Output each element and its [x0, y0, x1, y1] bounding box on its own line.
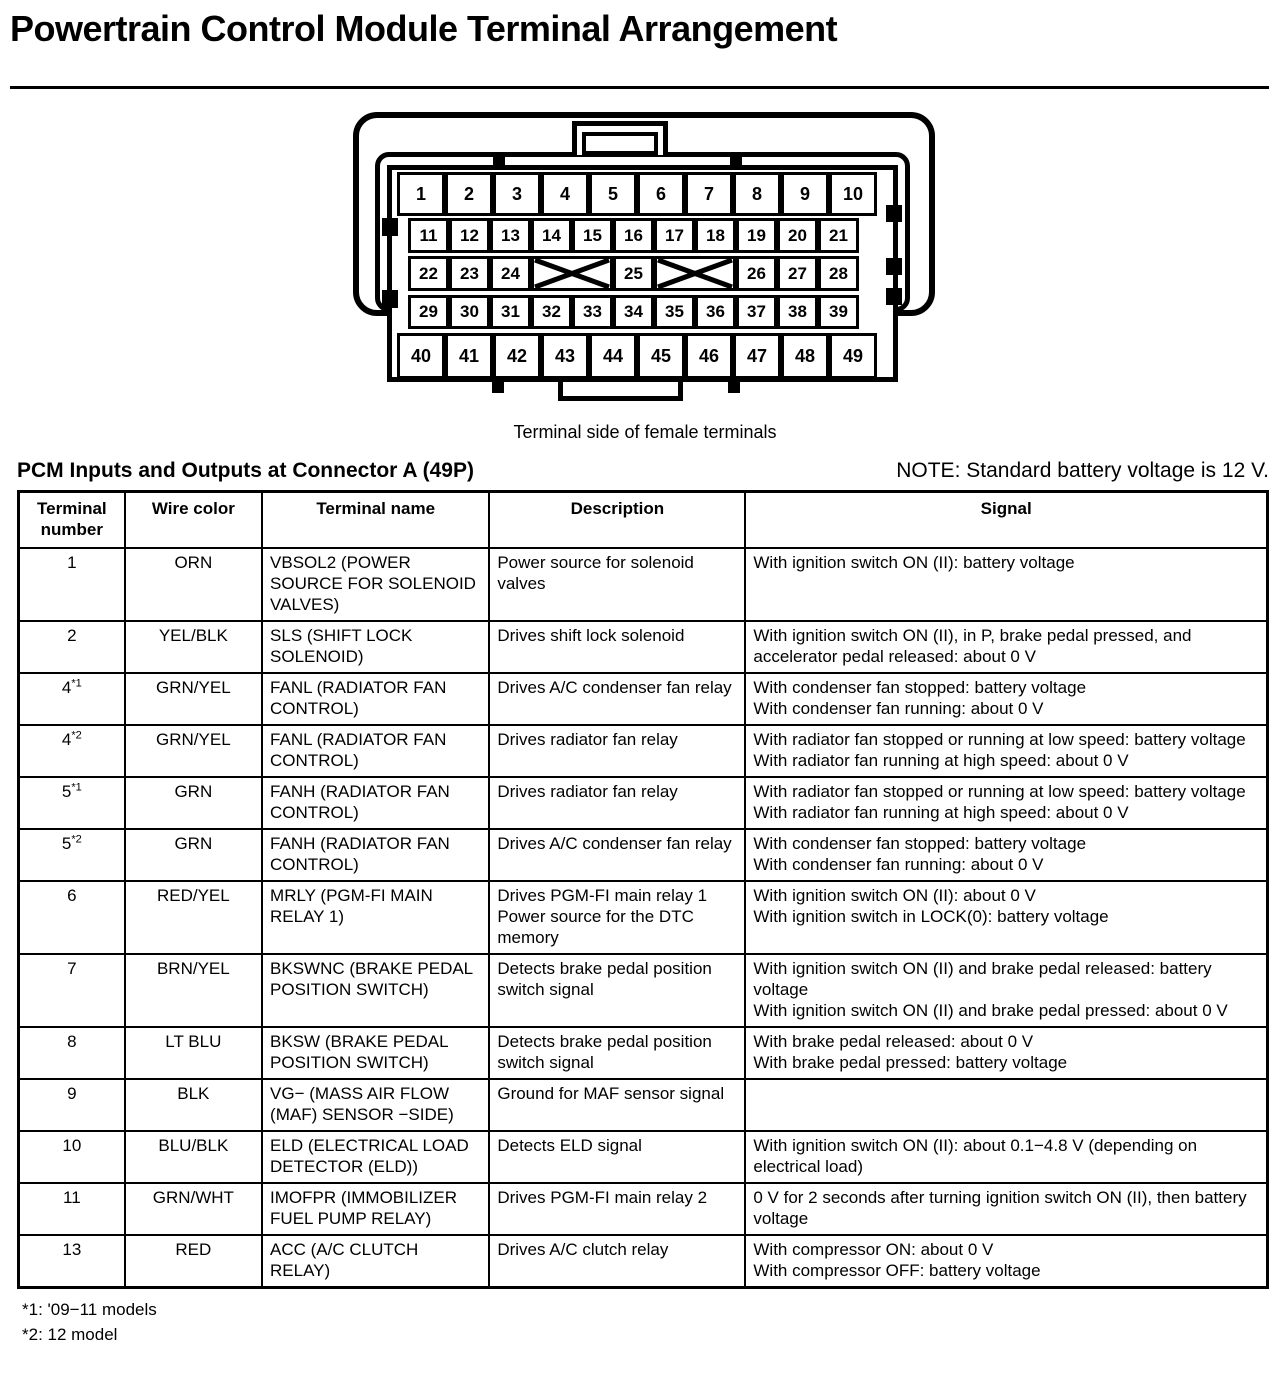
table-row-terminal-8 — [19, 1027, 1268, 1079]
connector-left-tab — [382, 218, 398, 236]
terminal-name-cell: ACC (A/C CLUTCH RELAY) — [262, 1235, 489, 1288]
terminal-cavity-4: 4 — [541, 172, 589, 216]
table-row-terminal-11 — [19, 1183, 1268, 1235]
signal-line: With condenser fan stopped: battery voltage — [753, 834, 1087, 853]
signal-line: With ignition switch ON (II): battery voltage — [753, 553, 1075, 572]
terminal-cavity-43: 43 — [541, 333, 589, 379]
description-line: Power source for the DTC memory — [497, 907, 694, 947]
signal-line: With compressor ON: about 0 V — [753, 1240, 994, 1259]
connector-row-3 — [408, 256, 859, 291]
terminal-name-cell: FANL (RADIATOR FAN CONTROL) — [262, 673, 489, 725]
terminal-cavity-15: 15 — [572, 218, 613, 253]
terminal-cavity-27: 27 — [777, 256, 818, 291]
terminal-name-cell: SLS (SHIFT LOCK SOLENOID) — [262, 621, 489, 673]
signal-cell — [745, 777, 1267, 829]
terminal-cavity-30: 30 — [449, 295, 490, 329]
col-header-description: Description — [489, 492, 745, 549]
terminal-number: 4 — [61, 730, 72, 749]
description-line: Drives A/C condenser fan relay — [497, 834, 732, 853]
signal-cell — [745, 548, 1267, 621]
table-row-terminal-6 — [19, 881, 1268, 954]
pcm-io-table — [17, 490, 1269, 1289]
terminal-number-cell — [19, 1235, 125, 1288]
terminal-name-cell: VBSOL2 (POWER SOURCE FOR SOLENOID VALVES) — [262, 548, 489, 621]
signal-line: With ignition switch ON (II) and brake pedal pressed: about 0 V — [753, 1001, 1228, 1020]
col-header-wire-color: Wire color — [125, 492, 262, 549]
table-row-terminal-4-1 — [19, 673, 1268, 725]
terminal-cavity-31: 31 — [490, 295, 531, 329]
footnote-2: *2: 12 model — [22, 1324, 118, 1344]
description-cell — [489, 777, 745, 829]
terminal-number-cell — [19, 1131, 125, 1183]
cross-out-icon — [534, 259, 610, 288]
terminal-cavity-8: 8 — [733, 172, 781, 216]
terminal-number-cell — [19, 1079, 125, 1131]
terminal-cavity-22: 22 — [408, 256, 449, 291]
terminal-number-cell — [19, 777, 125, 829]
footnotes — [22, 1298, 1269, 1347]
connector-top-lock-tab-inner — [582, 132, 658, 155]
description-line: Drives radiator fan relay — [497, 730, 678, 749]
terminal-cavity-13: 13 — [490, 218, 531, 253]
terminal-cavity-42: 42 — [493, 333, 541, 379]
wire-color-cell: RED — [125, 1235, 262, 1288]
signal-line: With radiator fan running at high speed: about 0 V — [753, 803, 1129, 822]
terminal-number-cell — [19, 548, 125, 621]
terminal-cavity-29: 29 — [408, 295, 449, 329]
terminal-number-cell — [19, 725, 125, 777]
description-line: Drives A/C condenser fan relay — [497, 678, 732, 697]
terminal-number: 5 — [61, 782, 72, 801]
wire-color-cell: LT BLU — [125, 1027, 262, 1079]
signal-cell — [745, 673, 1267, 725]
footnote-1: *1: '09−11 models — [22, 1300, 157, 1319]
table-row-terminal-5-2 — [19, 829, 1268, 881]
terminal-number: 7 — [67, 959, 77, 978]
description-line: Drives PGM-FI main relay 2 — [497, 1188, 708, 1207]
wire-color-cell: RED/YEL — [125, 881, 262, 954]
terminal-cavity-24: 24 — [490, 256, 531, 291]
wire-color-cell: BLU/BLK — [125, 1131, 262, 1183]
terminal-cavity-7: 7 — [685, 172, 733, 216]
terminal-cavity-34: 34 — [613, 295, 654, 329]
connector-top-notch — [493, 156, 505, 168]
terminal-name-cell: BKSWNC (BRAKE PEDAL POSITION SWITCH) — [262, 954, 489, 1027]
terminal-number-cell — [19, 1183, 125, 1235]
connector-diagram — [350, 110, 940, 410]
terminal-number: 5 — [61, 834, 72, 853]
signal-cell — [745, 725, 1267, 777]
title-divider — [10, 86, 1269, 89]
terminal-cavity-18: 18 — [695, 218, 736, 253]
connector-row-2 — [408, 218, 859, 253]
signal-line: With condenser fan stopped: battery voltage — [753, 678, 1087, 697]
terminal-cavity-16: 16 — [613, 218, 654, 253]
connector-row-1 — [397, 172, 877, 216]
description-cell — [489, 829, 745, 881]
terminal-cavity-6: 6 — [637, 172, 685, 216]
description-cell — [489, 1183, 745, 1235]
signal-line: With ignition switch ON (II), in P, brake pedal pressed, and accelerator pedal released: about 0 V — [753, 626, 1192, 666]
signal-cell — [745, 1183, 1267, 1235]
terminal-name-cell: BKSW (BRAKE PEDAL POSITION SWITCH) — [262, 1027, 489, 1079]
description-cell — [489, 1235, 745, 1288]
terminal-number: 9 — [67, 1084, 77, 1103]
terminal-cavity-48: 48 — [781, 333, 829, 379]
terminal-number: 11 — [63, 1188, 81, 1207]
description-cell — [489, 673, 745, 725]
description-cell — [489, 954, 745, 1027]
signal-line: With ignition switch ON (II) and brake pedal released: battery voltage — [753, 959, 1212, 999]
description-cell — [489, 725, 745, 777]
connector-right-tab — [886, 205, 902, 222]
terminal-cavity-12: 12 — [449, 218, 490, 253]
terminal-cavity-38: 38 — [777, 295, 818, 329]
connector-left-tab — [382, 290, 398, 308]
terminal-number: 1 — [67, 553, 77, 572]
connector-bottom-notch — [492, 380, 504, 393]
terminal-number-cell — [19, 1027, 125, 1079]
description-line: Detects ELD signal — [497, 1136, 642, 1155]
col-header-signal: Signal — [745, 492, 1267, 549]
terminal-cavity-37: 37 — [736, 295, 777, 329]
description-line: Detects brake pedal position switch signal — [497, 1032, 712, 1072]
terminal-number: 2 — [67, 626, 77, 645]
model-footnote-marker: *2 — [71, 729, 82, 742]
terminal-cavity-23: 23 — [449, 256, 490, 291]
terminal-cavity-17: 17 — [654, 218, 695, 253]
table-row-terminal-9 — [19, 1079, 1268, 1131]
signal-line: With radiator fan stopped or running at low speed: battery voltage — [753, 730, 1246, 749]
terminal-cavity-21: 21 — [818, 218, 859, 253]
terminal-number: 4 — [61, 678, 72, 697]
terminal-name-cell: FANH (RADIATOR FAN CONTROL) — [262, 829, 489, 881]
connector-row-4 — [408, 295, 859, 329]
description-cell — [489, 621, 745, 673]
wire-color-cell: GRN/YEL — [125, 673, 262, 725]
wire-color-cell: GRN — [125, 777, 262, 829]
terminal-cavity-26: 26 — [736, 256, 777, 291]
signal-line: With radiator fan running at high speed: about 0 V — [753, 751, 1129, 770]
terminal-name-cell: ELD (ELECTRICAL LOAD DETECTOR (ELD)) — [262, 1131, 489, 1183]
description-line: Drives A/C clutch relay — [497, 1240, 669, 1259]
table-row-terminal-10 — [19, 1131, 1268, 1183]
terminal-name-cell: FANL (RADIATOR FAN CONTROL) — [262, 725, 489, 777]
signal-line: With brake pedal pressed: battery voltage — [753, 1053, 1068, 1072]
terminal-cavity-36: 36 — [695, 295, 736, 329]
terminal-cavity-3: 3 — [493, 172, 541, 216]
connector-caption: Terminal side of female terminals — [513, 422, 777, 442]
table-header-row — [19, 492, 1268, 549]
blocked-cavity — [531, 256, 613, 291]
terminal-cavity-5: 5 — [589, 172, 637, 216]
col-header-terminal-number: Terminal number — [19, 492, 125, 549]
connector-bottom-notch — [728, 380, 740, 393]
terminal-cavity-33: 33 — [572, 295, 613, 329]
description-cell — [489, 1079, 745, 1131]
table-row-terminal-7 — [19, 954, 1268, 1027]
wire-color-cell: GRN/YEL — [125, 725, 262, 777]
terminal-cavity-46: 46 — [685, 333, 733, 379]
terminal-cavity-25: 25 — [613, 256, 654, 291]
model-footnote-marker: *1 — [71, 677, 82, 690]
terminal-number-cell — [19, 621, 125, 673]
signal-line: With compressor OFF: battery voltage — [753, 1261, 1041, 1280]
terminal-cavity-49: 49 — [829, 333, 877, 379]
terminal-cavity-9: 9 — [781, 172, 829, 216]
terminal-cavity-35: 35 — [654, 295, 695, 329]
terminal-cavity-39: 39 — [818, 295, 859, 329]
signal-cell — [745, 1131, 1267, 1183]
terminal-cavity-11: 11 — [408, 218, 449, 253]
terminal-number: 6 — [67, 886, 77, 905]
model-footnote-marker: *1 — [71, 781, 82, 794]
signal-line: With brake pedal released: about 0 V — [753, 1032, 1034, 1051]
signal-line: With condenser fan running: about 0 V — [753, 699, 1044, 718]
wire-color-cell: GRN — [125, 829, 262, 881]
description-line: Detects brake pedal position switch signal — [497, 959, 712, 999]
col-header-terminal-name: Terminal name — [262, 492, 489, 549]
terminal-cavity-2: 2 — [445, 172, 493, 216]
table-row-terminal-4-2 — [19, 725, 1268, 777]
signal-line: With ignition switch ON (II): about 0 V — [753, 886, 1036, 905]
terminal-cavity-1: 1 — [397, 172, 445, 216]
terminal-name-cell: VG− (MASS AIR FLOW (MAF) SENSOR −SIDE) — [262, 1079, 489, 1131]
wire-color-cell: ORN — [125, 548, 262, 621]
signal-cell — [745, 621, 1267, 673]
connector-right-tab — [886, 258, 902, 275]
description-cell — [489, 881, 745, 954]
terminal-cavity-20: 20 — [777, 218, 818, 253]
terminal-cavity-45: 45 — [637, 333, 685, 379]
signal-line: 0 V for 2 seconds after turning ignition switch ON (II), then battery voltage — [753, 1188, 1247, 1228]
model-footnote-marker: *2 — [71, 833, 82, 846]
wire-color-cell: YEL/BLK — [125, 621, 262, 673]
wire-color-cell: BLK — [125, 1079, 262, 1131]
connector-right-tab — [886, 288, 902, 305]
table-row-terminal-1 — [19, 548, 1268, 621]
table-row-terminal-2 — [19, 621, 1268, 673]
terminal-cavity-10: 10 — [829, 172, 877, 216]
signal-cell — [745, 1027, 1267, 1079]
signal-line: With ignition switch in LOCK(0): battery voltage — [753, 907, 1109, 926]
cross-out-icon — [657, 259, 733, 288]
terminal-number-cell — [19, 881, 125, 954]
section-heading: PCM Inputs and Outputs at Connector A (49P) — [17, 459, 474, 482]
description-cell — [489, 1131, 745, 1183]
connector-top-notch — [730, 156, 742, 168]
terminal-cavity-40: 40 — [397, 333, 445, 379]
signal-line: With radiator fan stopped or running at low speed: battery voltage — [753, 782, 1246, 801]
table-row-terminal-5-1 — [19, 777, 1268, 829]
signal-cell — [745, 881, 1267, 954]
description-line: Ground for MAF sensor signal — [497, 1084, 725, 1103]
signal-cell — [745, 1079, 1267, 1131]
terminal-name-cell: IMOFPR (IMMOBILIZER FUEL PUMP RELAY) — [262, 1183, 489, 1235]
terminal-cavity-47: 47 — [733, 333, 781, 379]
terminal-cavity-41: 41 — [445, 333, 493, 379]
wire-color-cell: GRN/WHT — [125, 1183, 262, 1235]
signal-cell — [745, 1235, 1267, 1288]
description-line: Power source for solenoid valves — [497, 553, 694, 593]
table-row-terminal-13 — [19, 1235, 1268, 1288]
description-line: Drives radiator fan relay — [497, 782, 678, 801]
terminal-number: 10 — [62, 1136, 82, 1155]
description-cell — [489, 1027, 745, 1079]
signal-line: With ignition switch ON (II): about 0.1−4.8 V (depending on electrical load) — [753, 1136, 1198, 1176]
wire-color-cell: BRN/YEL — [125, 954, 262, 1027]
section-heading-row — [17, 459, 1269, 483]
terminal-number-cell — [19, 954, 125, 1027]
terminal-cavity-28: 28 — [818, 256, 859, 291]
terminal-number-cell — [19, 829, 125, 881]
terminal-number: 8 — [67, 1032, 77, 1051]
terminal-number-cell — [19, 673, 125, 725]
page-title: Powertrain Control Module Terminal Arrangement — [10, 8, 838, 49]
signal-cell — [745, 954, 1267, 1027]
description-line: Drives shift lock solenoid — [497, 626, 685, 645]
terminal-name-cell: MRLY (PGM-FI MAIN RELAY 1) — [262, 881, 489, 954]
terminal-cavity-44: 44 — [589, 333, 637, 379]
description-cell — [489, 548, 745, 621]
connector-row-5 — [397, 333, 877, 379]
terminal-cavity-32: 32 — [531, 295, 572, 329]
description-line: Drives PGM-FI main relay 1 — [497, 886, 708, 905]
blocked-cavity — [654, 256, 736, 291]
terminal-cavity-19: 19 — [736, 218, 777, 253]
battery-voltage-note: NOTE: Standard battery voltage is 12 V. — [896, 459, 1269, 482]
signal-cell — [745, 829, 1267, 881]
signal-line: With condenser fan running: about 0 V — [753, 855, 1044, 874]
terminal-name-cell: FANH (RADIATOR FAN CONTROL) — [262, 777, 489, 829]
terminal-number: 13 — [62, 1240, 82, 1259]
terminal-cavity-14: 14 — [531, 218, 572, 253]
